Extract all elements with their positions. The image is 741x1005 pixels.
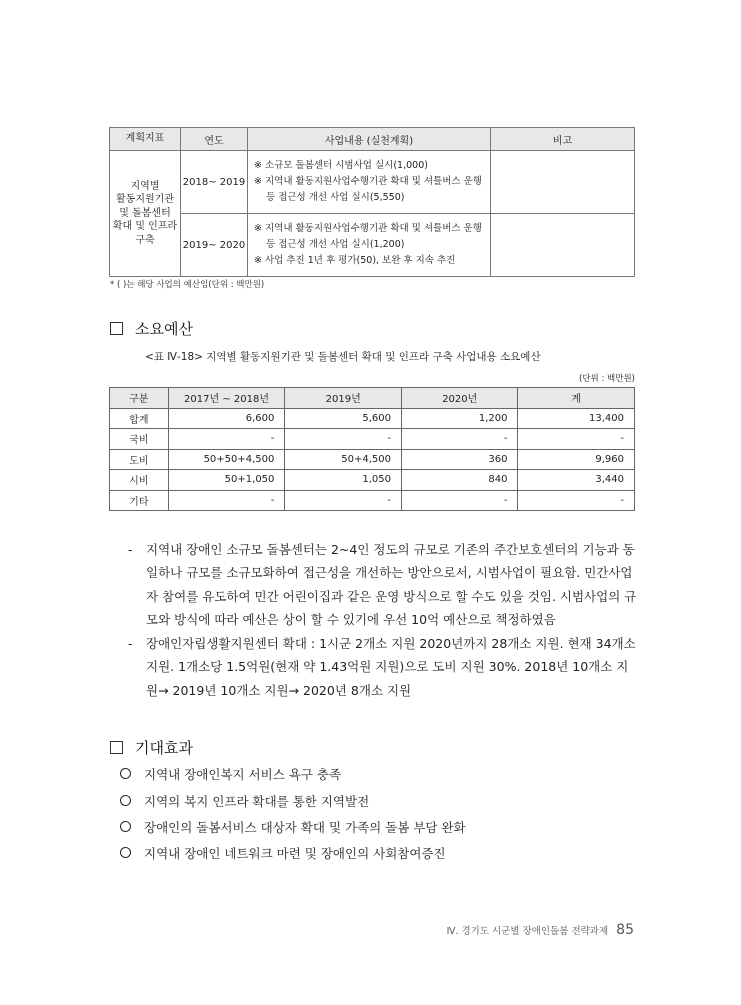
cell-value: 6,600: [168, 408, 285, 429]
running-title: Ⅳ. 경기도 시군별 장애인돌봄 전략과제: [446, 926, 609, 937]
list-item: [120, 766, 341, 784]
list-item-text: 지역내 장애인 네트워크 마련 및 장애인의 사회참여증진: [144, 846, 446, 861]
cell-value: -: [168, 429, 285, 450]
cell-value: 5,600: [285, 408, 402, 429]
cell-value: -: [402, 429, 518, 450]
cell-value: 1,050: [285, 470, 402, 491]
budget-header: 2019년: [285, 388, 402, 409]
list-item: [120, 845, 446, 863]
cell-value: -: [402, 490, 518, 511]
unit-label: (단위 : 백만원): [579, 374, 635, 384]
cell-value: -: [285, 429, 402, 450]
paragraph-text: 지역내 장애인 소규모 돌봄센터는 2~4인 정도의 규모로 기존의 주간보호센터의 기능과 동일하나 규모를 소규모화하여 접근성을 개선하는 방안으로서, 시범사업이 필요함. 민간사업자 참여를 유도하여 민간 어린이집과 같은 운영 방식으로 할 수도 있을 것임. 시범사업의 규모와 방식에 따라 예산은 상이 할 수 있기에 우선 10억 예산으로 책정하였음: [146, 542, 637, 627]
cell-value: 360: [402, 449, 518, 470]
list-item-text: 지역내 장애인복지 서비스 욕구 충족: [144, 767, 342, 782]
row-label: 국비: [110, 429, 169, 450]
plan-table: [109, 127, 635, 277]
table-row: [110, 214, 635, 277]
table-row: [110, 449, 635, 470]
square-bullet-icon: [110, 741, 123, 754]
cell-value: 3,440: [518, 470, 635, 491]
plan-header-indicator: 계획지표: [110, 128, 181, 151]
plan-note-cell: [491, 214, 635, 277]
row-label: 시비: [110, 470, 169, 491]
page-footer: [447, 922, 634, 938]
plan-item: ※ 사업 추진 1년 후 평가(50), 보완 후 지속 추진: [254, 255, 456, 266]
square-bullet-icon: [110, 322, 123, 335]
budget-header: 2017년 ~ 2018년: [168, 388, 285, 409]
plan-content-cell: [248, 214, 491, 277]
plan-year-cell: 2019~ 2020: [181, 214, 248, 277]
circle-bullet-icon: [120, 847, 131, 858]
budget-table: [109, 387, 635, 511]
plan-header-note: 비고: [491, 128, 635, 151]
table-row: [110, 429, 635, 450]
budget-table-header: [110, 388, 635, 409]
cell-value: 9,960: [518, 449, 635, 470]
page-number: 85: [616, 922, 634, 938]
cell-value: 50+1,050: [168, 470, 285, 491]
budget-header: 구분: [110, 388, 169, 409]
section-heading-budget: [110, 318, 193, 339]
section-title: 기대효과: [135, 739, 193, 757]
cell-value: 50+4,500: [285, 449, 402, 470]
list-item: [120, 793, 369, 811]
dash-bullet: -: [128, 636, 133, 651]
indicator-line: 및 돌봄센터: [119, 207, 171, 219]
indicator-line: 구축: [135, 234, 155, 246]
indicator-line: 활동지원기관: [116, 194, 174, 206]
plan-year-cell: 2018~ 2019: [181, 151, 248, 214]
cell-value: -: [518, 490, 635, 511]
cell-value: 50+50+4,500: [168, 449, 285, 470]
list-item: [120, 819, 466, 837]
table-row: [110, 408, 635, 429]
row-label: 기타: [110, 490, 169, 511]
indicator-line: 확대 및 인프라: [112, 221, 178, 233]
plan-header-content: 사업내용 (실천계획): [248, 128, 491, 151]
plan-item: ※ 지역내 활동지원사업수행기관 확대 및 셔틀버스 운행 등 접근성 개선 사업 실시(1,200): [254, 223, 482, 250]
cell-value: 840: [402, 470, 518, 491]
plan-table-header: [110, 128, 635, 151]
cell-value: 13,400: [518, 408, 635, 429]
body-paragraph: [128, 632, 638, 702]
cell-value: -: [285, 490, 402, 511]
list-item-text: 지역의 복지 인프라 확대를 통한 지역발전: [144, 794, 370, 809]
cell-value: -: [518, 429, 635, 450]
dash-bullet: -: [128, 542, 133, 557]
section-title: 소요예산: [135, 320, 193, 338]
cell-value: 1,200: [402, 408, 518, 429]
body-paragraph: [128, 538, 638, 631]
budget-header: 계: [518, 388, 635, 409]
plan-content-cell: [248, 151, 491, 214]
table-row: [110, 490, 635, 511]
plan-footnote: * ( )는 해당 사업의 예산임(단위 : 백만원): [110, 280, 265, 290]
table-row: [110, 470, 635, 491]
table-row: [110, 151, 635, 214]
plan-indicator-cell: [110, 151, 181, 277]
plan-note-cell: [491, 151, 635, 214]
plan-item: ※ 지역내 활동지원사업수행기관 확대 및 셔틀버스 운행 등 접근성 개선 사업 실시(5,550): [254, 176, 482, 203]
list-item-text: 장애인의 돌봄서비스 대상자 확대 및 가족의 돌봄 부담 완화: [144, 820, 466, 835]
circle-bullet-icon: [120, 821, 131, 832]
plan-item: ※ 소규모 돌봄센터 시범사업 실시(1,000): [254, 160, 428, 171]
plan-header-year: 연도: [181, 128, 248, 151]
section-heading-effects: [110, 737, 193, 758]
paragraph-text: 장애인자립생활지원센터 확대 : 1시군 2개소 지원 2020년까지 28개소 지원. 현재 34개소 지원. 1개소당 1.5억원(현재 약 1.43억원 지원)으로 도비 지원 30%. 2018년 10개소 지원→ 2019년 10개소 지원→ 2020년 8개소 지원: [146, 636, 636, 698]
cell-value: -: [168, 490, 285, 511]
table-caption: <표 Ⅳ-18> 지역별 활동지원기관 및 돌봄센터 확대 및 인프라 구축 사업내용 소요예산: [145, 351, 541, 363]
row-label: 도비: [110, 449, 169, 470]
budget-header: 2020년: [402, 388, 518, 409]
circle-bullet-icon: [120, 768, 131, 779]
circle-bullet-icon: [120, 795, 131, 806]
indicator-line: 지역별: [130, 180, 160, 192]
row-label: 합계: [110, 408, 169, 429]
